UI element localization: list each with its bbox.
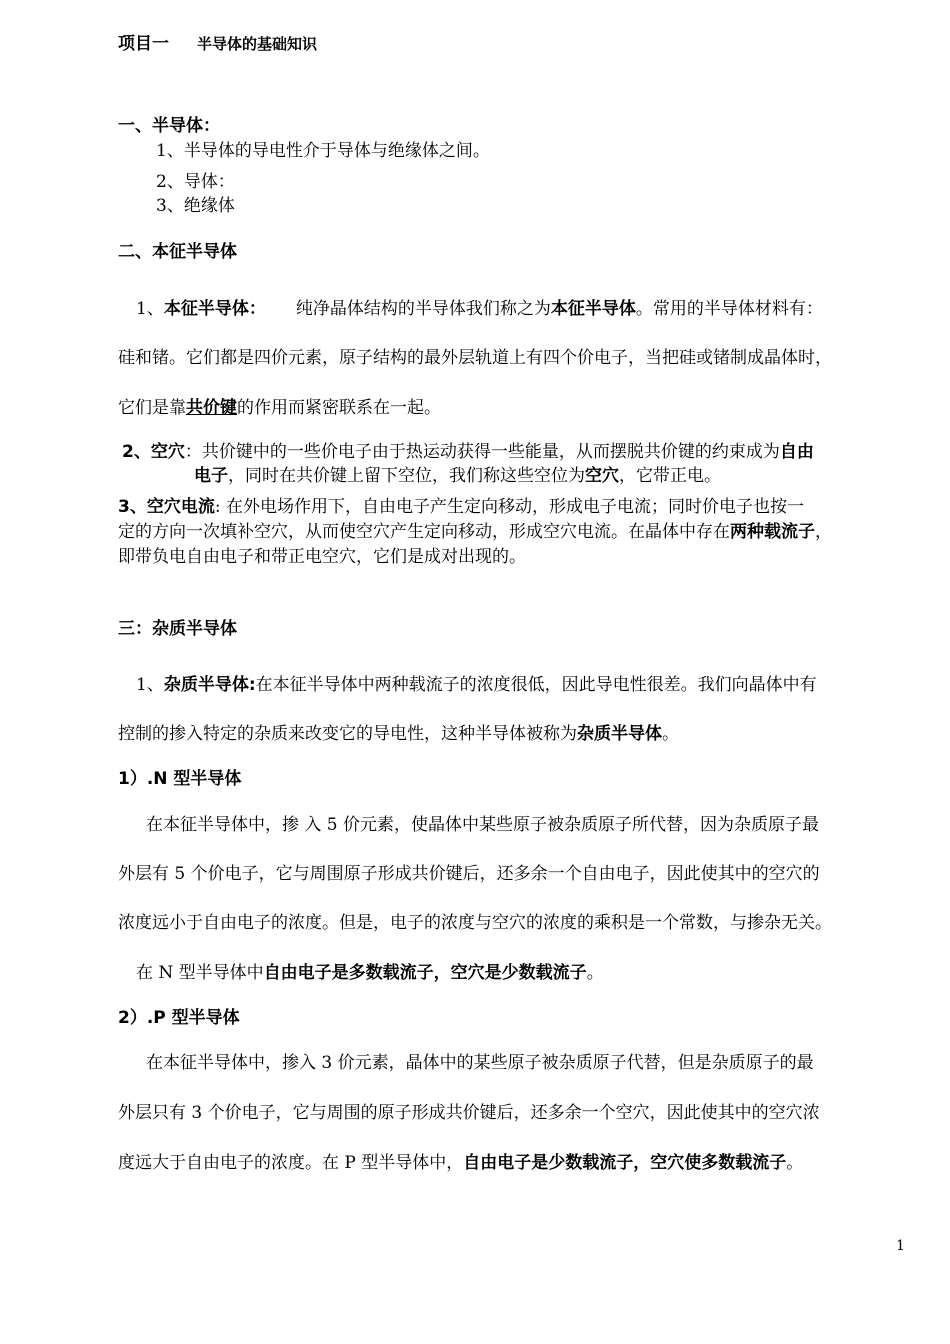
hole-current-line-1 bbox=[118, 496, 804, 518]
hole-bold-b: 电子 bbox=[194, 466, 228, 486]
hole-current-text-1: : 在外电场作用下，自由电子产生定向移动，形成电子电流；同时价电子也按一 bbox=[214, 497, 804, 517]
intrinsic-line3-a: 它们是靠 bbox=[118, 398, 186, 418]
p-type-line-2: 外层只有 3 个价电子，它与周围的原子形成共价键后，还多余一个空穴，因此使其中的空穴浓 bbox=[118, 1103, 820, 1123]
intrinsic-paragraph-line-3 bbox=[118, 397, 441, 419]
impurity-term: 杂质半导体 bbox=[577, 724, 662, 744]
hole-text-a: ：共价键中的一些价电子由于热运动获得一些能量，从而摆脱共价键的约束成为 bbox=[184, 442, 780, 462]
impurity-number: 1、 bbox=[136, 675, 164, 695]
hole-text-b: ，同时在共价键上留下空位，我们称这些空位为 bbox=[228, 466, 585, 486]
hole-current-line-3: 即带负电自由电子和带正电空穴，它们是成对出现的。 bbox=[118, 547, 526, 567]
hole-current-text-2a: 定的方向一次填补空穴，从而使空穴产生定向移动，形成空穴电流。在晶体中存在 bbox=[118, 522, 730, 542]
hole-bold-a: 自由 bbox=[779, 442, 814, 462]
p-type-heading: 2）.P 型半导体 bbox=[118, 1008, 240, 1028]
project-label: 项目一 bbox=[118, 34, 169, 54]
n-type-line-3: 浓度远小于自由电子的浓度。但是，电子的浓度与空穴的浓度的乘积是一个常数，与掺杂无关。 bbox=[118, 913, 832, 933]
header-title: 半导体的基础知识 bbox=[197, 35, 318, 53]
intrinsic-text-a: 纯净晶体结构的半导体我们称之为 bbox=[295, 299, 551, 319]
intrinsic-number: 1、 bbox=[136, 299, 164, 319]
n-type-line4-b: 。 bbox=[586, 963, 604, 983]
section-2-heading: 二、本征半导体 bbox=[118, 242, 237, 262]
intrinsic-paragraph-line-2: 硅和锗。它们都是四价元素，原子结构的最外层轨道上有四个价电子，当把硅或锗制成晶体时， bbox=[118, 348, 832, 368]
hole-current-line-2 bbox=[118, 521, 832, 543]
n-type-line-2: 外层有 5 个价电子，它与周围原子形成共价键后，还多余一个自由电子，因此使其中的空穴的 bbox=[118, 864, 820, 884]
p-type-line-3 bbox=[118, 1152, 803, 1174]
page-number: 1 bbox=[896, 1238, 905, 1254]
intrinsic-line3-b: 的作用而紧密联系在一起。 bbox=[237, 398, 441, 418]
impurity-label: 杂质半导体: bbox=[163, 675, 256, 695]
hole-label: 2、空穴 bbox=[122, 442, 185, 462]
section-1-item-2: 2、导体： bbox=[156, 172, 235, 192]
hole-current-label: 3、空穴电流 bbox=[118, 497, 215, 517]
p-type-line3-b: 。 bbox=[786, 1153, 804, 1173]
section-3-heading: 三：杂质半导体 bbox=[118, 619, 237, 639]
section-1-item-1: 1、半导体的导电性介于导体与绝缘体之间。 bbox=[156, 141, 490, 161]
hole-current-text-2b: ， bbox=[815, 522, 832, 542]
intrinsic-paragraph-line-1 bbox=[136, 298, 823, 320]
hole-paragraph-line-2 bbox=[194, 465, 721, 487]
n-type-line-1: 在本征半导体中，掺 入 5 价元素，使晶体中某些原子被杂质原子所代替，因为杂质原子最 bbox=[146, 815, 820, 835]
impurity-paragraph-line-1 bbox=[136, 674, 817, 696]
intrinsic-label: 本征半导体： bbox=[163, 299, 266, 319]
hole-paragraph-line-1 bbox=[122, 441, 814, 463]
intrinsic-text-b: 。常用的半导体材料有： bbox=[635, 299, 823, 319]
hole-term: 空穴 bbox=[585, 466, 619, 486]
impurity-line2-b: 。 bbox=[662, 724, 679, 744]
impurity-paragraph-line-2 bbox=[118, 723, 679, 745]
covalent-bond-term: 共价键 bbox=[186, 398, 237, 418]
page-header bbox=[118, 33, 317, 55]
p-type-line3-a: 度远大于自由电子的浓度。在 P 型半导体中， bbox=[118, 1153, 464, 1173]
n-type-line-4 bbox=[136, 962, 604, 984]
impurity-text-a: 在本征半导体中两种载流子的浓度很低，因此导电性很差。我们向晶体中有 bbox=[255, 675, 817, 695]
n-type-carriers: 自由电子是多数载流子，空穴是少数载流子 bbox=[263, 963, 587, 983]
two-carriers-term: 两种载流子 bbox=[730, 522, 815, 542]
n-type-heading: 1）.N 型半导体 bbox=[118, 769, 242, 789]
p-type-carriers: 自由电子是少数载流子，空穴使多数载流子 bbox=[463, 1153, 787, 1173]
section-1-heading: 一、半导体： bbox=[118, 116, 220, 136]
intrinsic-term: 本征半导体 bbox=[550, 299, 636, 319]
p-type-line-1: 在本征半导体中，掺入 3 价元素，晶体中的某些原子被杂质原子代替，但是杂质原子的最 bbox=[146, 1053, 814, 1073]
n-type-line4-a: 在 N 型半导体中 bbox=[136, 963, 264, 983]
section-1-item-3: 3、绝缘体 bbox=[156, 196, 235, 216]
hole-text-c: ，它带正电。 bbox=[619, 466, 721, 486]
impurity-line2-a: 控制的掺入特定的杂质来改变它的导电性，这种半导体被称为 bbox=[118, 724, 577, 744]
